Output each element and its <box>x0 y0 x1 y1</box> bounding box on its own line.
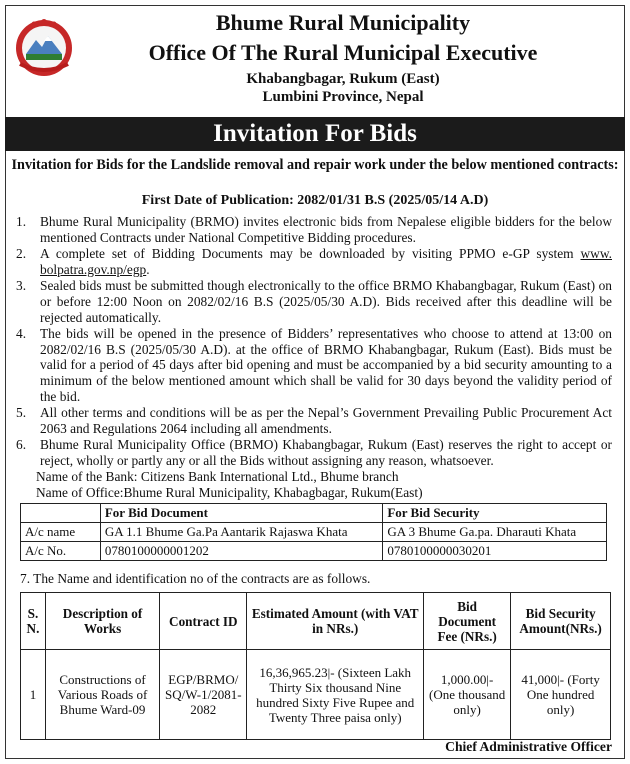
table-header-cell: For Bid Security <box>383 504 607 523</box>
item-number: 1. <box>16 214 27 229</box>
table-header-cell: S. N. <box>21 593 46 650</box>
item-text: Bhume Rural Municipality (BRMO) invites electronic bids from Nepalese eligible bidders for the below mentioned Contracts under National Competitive Bidding procedures. <box>40 214 612 245</box>
publication-date: First Date of Publication: 2082/01/31 B.S (2025/05/14 A.D) <box>141 193 489 208</box>
office-name: Office Of The Rural Municipal Executive <box>148 40 538 65</box>
table-header-row <box>21 593 611 650</box>
table-cell: GA 1.1 Bhume Ga.Pa Aantarik Rajaswa Khata <box>100 523 382 542</box>
municipality-name: Bhume Rural Municipality <box>215 10 471 35</box>
terms-list <box>16 214 612 470</box>
item-text: All other terms and conditions will be as per the Nepal’s Government Prevailing Public Procurement Act 2063 and Regulations 2064 including all amendments. <box>40 405 612 436</box>
list-item <box>16 246 612 277</box>
item-text: The bids will be opened in the presence of Bidders’ representatives who choose to attend at 13:00 on 2082/02/16 B.S (2025/05/30 A.D). at the office of BRMO Khabangbagar, Rukum (East). Bids must be valid for a period of 45 days after bid opening and must be accompanied by a bid security amounting to a minimum of the below mentioned amount which shall be valid for 30 days beyond the validity period of the bid. <box>40 326 612 404</box>
table-header-cell: Contract ID <box>160 593 247 650</box>
table-header-cell: Bid Document Fee (NRs.) <box>424 593 511 650</box>
table-cell: 1 <box>21 650 46 740</box>
table-row <box>21 523 607 542</box>
item-number: 6. <box>16 437 27 453</box>
table-cell: 16,36,965.23|- (Sixteen Lakh Thirty Six thousand Nine hundred Sixty Five Rupee and Twenty Three paisa only) <box>247 650 424 740</box>
list-item <box>16 437 612 468</box>
table-row <box>21 542 607 561</box>
egp-link[interactable]: www. bolpatra.gov.np/egp <box>40 246 612 277</box>
table-cell: A/c No. <box>21 542 101 561</box>
list-item <box>16 405 612 436</box>
list-item <box>16 278 612 325</box>
item-number: 2. <box>16 246 27 262</box>
account-table <box>20 503 607 561</box>
item-number: 5. <box>16 405 27 421</box>
table-cell: 1,000.00|- (One thousand only) <box>424 650 511 740</box>
table-cell: 0780100000001202 <box>100 542 382 561</box>
table-cell: 0780100000030201 <box>383 542 607 561</box>
table-header-row <box>21 504 607 523</box>
table-header-cell: Description of Works <box>45 593 159 650</box>
office-province: Lumbini Province, Nepal <box>262 89 424 105</box>
table-cell: GA 3 Bhume Ga.pa. Dharauti Khata <box>383 523 607 542</box>
contracts-intro: 7. The Name and identification no of the contracts are as follows. <box>20 571 371 586</box>
item-text: Sealed bids must be submitted though electronically to the office BRMO Khabangbagar, Rukum (East) on or before 12:00 Noon on 2082/02/16 B.S (2025/05/30 A.D). Bids received after this deadline will be rejected automatically. <box>40 278 612 325</box>
intro-heading: Invitation for Bids for the Landslide removal and repair work under the below mentioned contracts: <box>11 157 619 173</box>
table-header-cell <box>21 504 101 523</box>
office-account-name: Name of Office:Bhume Rural Municipality, Khabagbagar, Rukum(East) <box>36 485 423 500</box>
item-number: 3. <box>16 278 27 294</box>
table-header-cell: Bid Security Amount(NRs.) <box>511 593 611 650</box>
table-cell: EGP/BRMO/ SQ/W-1/2081-2082 <box>160 650 247 740</box>
header <box>0 0 630 112</box>
table-cell: Constructions of Various Roads of Bhume Ward-09 <box>45 650 159 740</box>
item-text: A complete set of Bidding Documents may be downloaded by visiting PPMO e-GP system www. bolpatra.gov.np/egp. <box>40 246 612 277</box>
table-header-cell: For Bid Document <box>100 504 382 523</box>
bank-name: Name of the Bank: Citizens Bank International Ltd., Bhume branch <box>36 469 399 484</box>
list-item <box>16 326 612 404</box>
contracts-table <box>20 592 611 740</box>
item-text: Bhume Rural Municipality Office (BRMO) Khabangbagar, Rukum (East) reserves the right to accept or reject, wholly or partly any or all the Bids without assigning any reason, whatsoever. <box>40 437 612 468</box>
table-cell: A/c name <box>21 523 101 542</box>
item-number: 4. <box>16 326 27 342</box>
table-cell: 41,000|- (Forty One hundred only) <box>511 650 611 740</box>
table-row <box>21 650 611 740</box>
list-item <box>16 214 612 245</box>
signatory-title: Chief Administrative Officer <box>445 739 612 754</box>
office-address: Khabangbagar, Rukum (East) <box>246 71 440 87</box>
table-header-cell: Estimated Amount (with VAT in NRs.) <box>247 593 424 650</box>
page-title: Invitation For Bids <box>5 117 625 151</box>
